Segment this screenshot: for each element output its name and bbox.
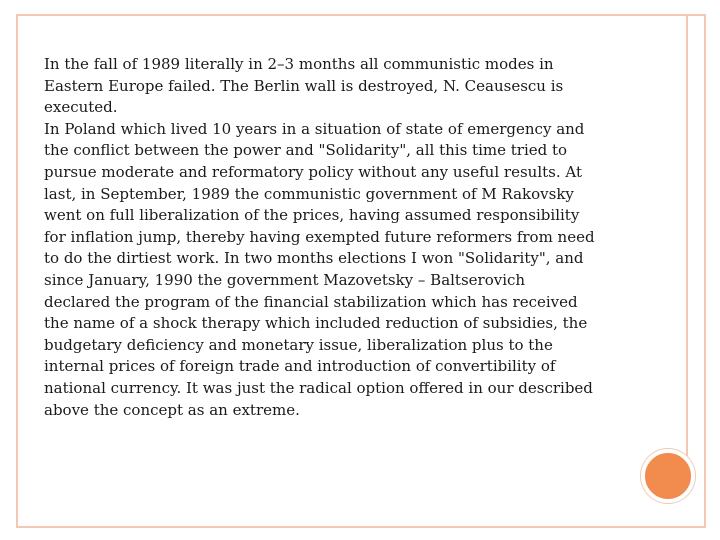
decorative-circle (641, 449, 695, 503)
slide-body-text (44, 54, 654, 421)
slide-vertical-line (686, 14, 688, 456)
paragraph-1: In the fall of 1989 literally in 2–3 months all communistic modes in Eastern Europe failed. The Berlin wall is destroyed, N. Ceausescu is executed. (44, 55, 564, 117)
paragraph-2: In Poland which lived 10 years in a situation of state of emergency and the conflict between the power and "Solidarity", all this time tried to pursue moderate and reformatory policy without any useful results. At last, in September, 1989 the communistic government of M Rakovsky went on full liberalization of the prices, having assumed responsibility for inflation jump, thereby having exempted future reformers from need to do the dirtiest work. In two months elections I won "Solidarity", and since January, 1990 the government Mazovetsky – Baltserovich declared the program of the financial stabilization which has received the name of a shock therapy which included reduction of subsidies, the budgetary deficiency and monetary issue, liberalization plus to the internal prices of foreign trade and introduction of convertibility of national currency. It was just the radical option offered in our described above the concept as an extreme. (44, 119, 595, 419)
